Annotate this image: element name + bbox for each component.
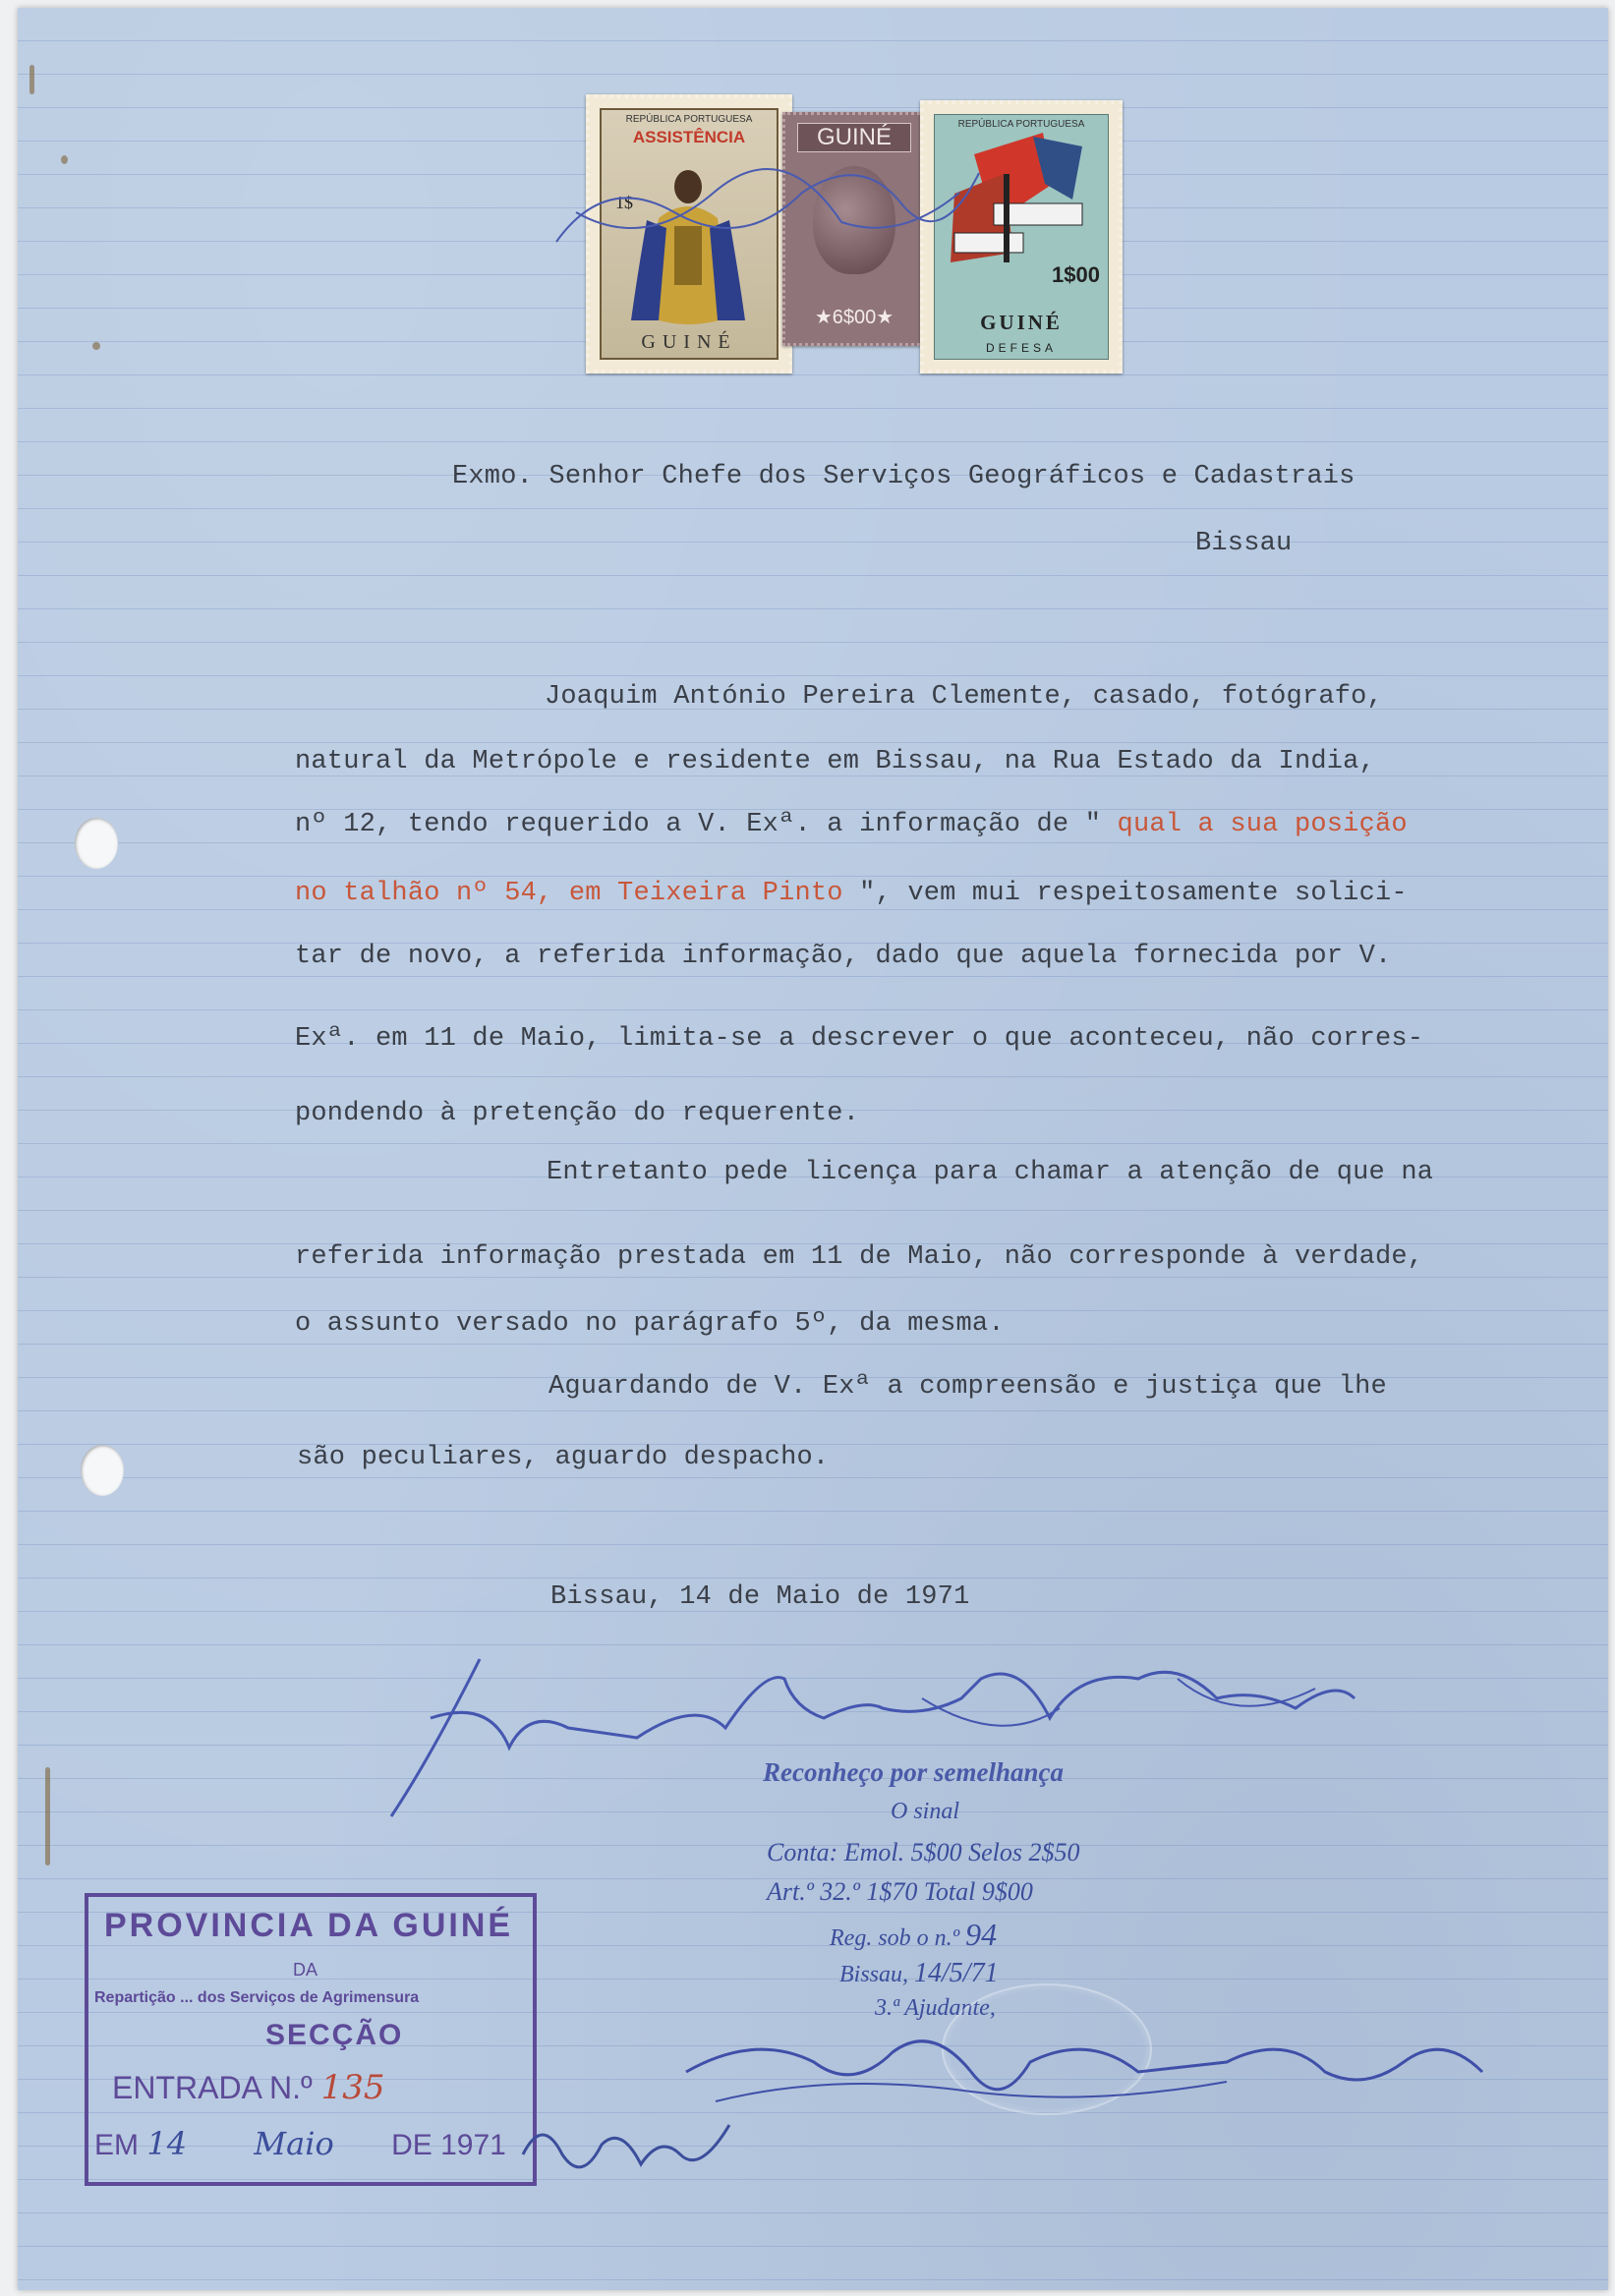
punch-hole-top bbox=[75, 818, 118, 869]
highlighted-text: no talhão nº 54, em Teixeira Pinto bbox=[295, 879, 843, 908]
stamp-da: DA bbox=[293, 1960, 318, 1980]
letter-line: Joaquim António Pereira Clemente, casado, fotógrafo, bbox=[545, 682, 1383, 712]
stamp-province: PROVINCIA DA GUINÉ bbox=[104, 1907, 514, 1944]
letter-line: natural da Metrópole e residente em Bissau, na Rua Estado da India, bbox=[295, 747, 1375, 776]
letter-line: o assunto versado no parágrafo 5º, da mesma. bbox=[295, 1309, 1005, 1339]
letter-line: referida informação prestada em 11 de Maio, não corresponde à verdade, bbox=[295, 1242, 1424, 1272]
notary-register-number: 94 bbox=[965, 1917, 998, 1952]
notary-title: Reconheço por semelhança bbox=[763, 1757, 1064, 1787]
letter-line bbox=[295, 879, 1408, 908]
addressee-line: Exmo. Senhor Chefe dos Serviços Geográficos e Cadastrais bbox=[452, 462, 1355, 491]
notary-amount: 1$70 bbox=[866, 1877, 918, 1906]
stamp-header: REPÚBLICA PORTUGUESA bbox=[957, 119, 1085, 130]
stamp-entry-number: 135 bbox=[320, 2068, 385, 2107]
rust-spot bbox=[45, 1767, 50, 1866]
notary-line bbox=[830, 1917, 997, 1953]
stamp-entry-line bbox=[112, 2068, 385, 2107]
stamp-date-year: DE 1971 bbox=[391, 2129, 506, 2161]
notary-amount: 9$00 bbox=[981, 1877, 1033, 1906]
stamp-country: GUINÉ bbox=[980, 311, 1063, 334]
notary-label: Selos bbox=[968, 1838, 1022, 1866]
rust-spot bbox=[61, 155, 68, 164]
office-entry-stamp bbox=[85, 1893, 537, 2186]
letter-line: Exª. em 11 de Maio, limita-se a descrever o que aconteceu, não corres- bbox=[295, 1024, 1424, 1054]
stamp-entry-label: ENTRADA N.º bbox=[112, 2070, 313, 2105]
notary-date: 14/5/71 bbox=[914, 1958, 999, 1988]
stamp-date-month: Maio bbox=[254, 2125, 334, 2162]
punch-hole-bottom bbox=[81, 1445, 124, 1496]
stamp-cancellation-scribble bbox=[547, 134, 999, 271]
stamp-value: 1$00 bbox=[1052, 262, 1100, 287]
letter-line: pondendo à pretenção do requerente. bbox=[295, 1099, 860, 1128]
stamp-subtitle: DEFESA bbox=[985, 341, 1057, 355]
document-sheet bbox=[18, 8, 1608, 2290]
notary-signature bbox=[676, 2013, 1502, 2131]
letter-line: são peculiares, aguardo despacho. bbox=[297, 1443, 830, 1472]
stamp-header: REPÚBLICA PORTUGUESA bbox=[625, 114, 753, 125]
stamp-value: ★6$00★ bbox=[814, 307, 894, 328]
letter-line bbox=[295, 810, 1408, 839]
notary-line bbox=[767, 1877, 1033, 1907]
letter-line: Aguardando de V. Exª a compreensão e justiça que lhe bbox=[548, 1372, 1387, 1402]
notary-label: Art.º 32.º bbox=[767, 1877, 860, 1906]
notary-label: Bissau, bbox=[839, 1962, 909, 1987]
rust-spot bbox=[29, 65, 34, 94]
stamp-value: 1$ bbox=[615, 193, 633, 212]
stamp-section: SECÇÃO bbox=[265, 2019, 404, 2051]
stamp-department: Repartição ... dos Serviços de Agrimensura bbox=[94, 1989, 420, 2006]
clerk-signature bbox=[513, 2095, 749, 2204]
notary-label: Conta: Emol. bbox=[767, 1838, 905, 1866]
stamp-date-em: EM bbox=[94, 2129, 139, 2161]
notary-amount: 2$50 bbox=[1028, 1838, 1080, 1866]
letter-line: Entretanto pede licença para chamar a atenção de que na bbox=[547, 1158, 1434, 1187]
letter-line: tar de novo, a referida informação, dado que aquela fornecida por V. bbox=[295, 942, 1392, 971]
notary-line: O sinal bbox=[891, 1799, 960, 1824]
notary-line bbox=[767, 1838, 1080, 1867]
stamp-country: GUINÉ bbox=[797, 123, 911, 152]
stamp-date-line bbox=[94, 2125, 506, 2162]
notary-label: Reg. sob o n.º bbox=[830, 1925, 960, 1951]
stamp-title: ASSISTÊNCIA bbox=[632, 128, 746, 146]
notary-label: Total bbox=[923, 1877, 976, 1906]
letter-text: nº 12, tendo requerido a V. Exª. a informação de " bbox=[295, 810, 1118, 839]
notary-line: 3.ª Ajudante, bbox=[875, 1995, 996, 2021]
notary-line bbox=[839, 1958, 999, 1989]
addressee-city: Bissau bbox=[1195, 529, 1293, 558]
date-line: Bissau, 14 de Maio de 1971 bbox=[550, 1582, 970, 1612]
stamp-country: GUINÉ bbox=[641, 331, 737, 353]
rust-spot bbox=[92, 342, 100, 350]
highlighted-text: qual a sua posição bbox=[1117, 810, 1408, 839]
stamp-date-day: 14 bbox=[146, 2125, 188, 2162]
letter-text: ", vem mui respeitosamente solici- bbox=[842, 879, 1408, 908]
notary-amount: 5$00 bbox=[910, 1838, 962, 1866]
